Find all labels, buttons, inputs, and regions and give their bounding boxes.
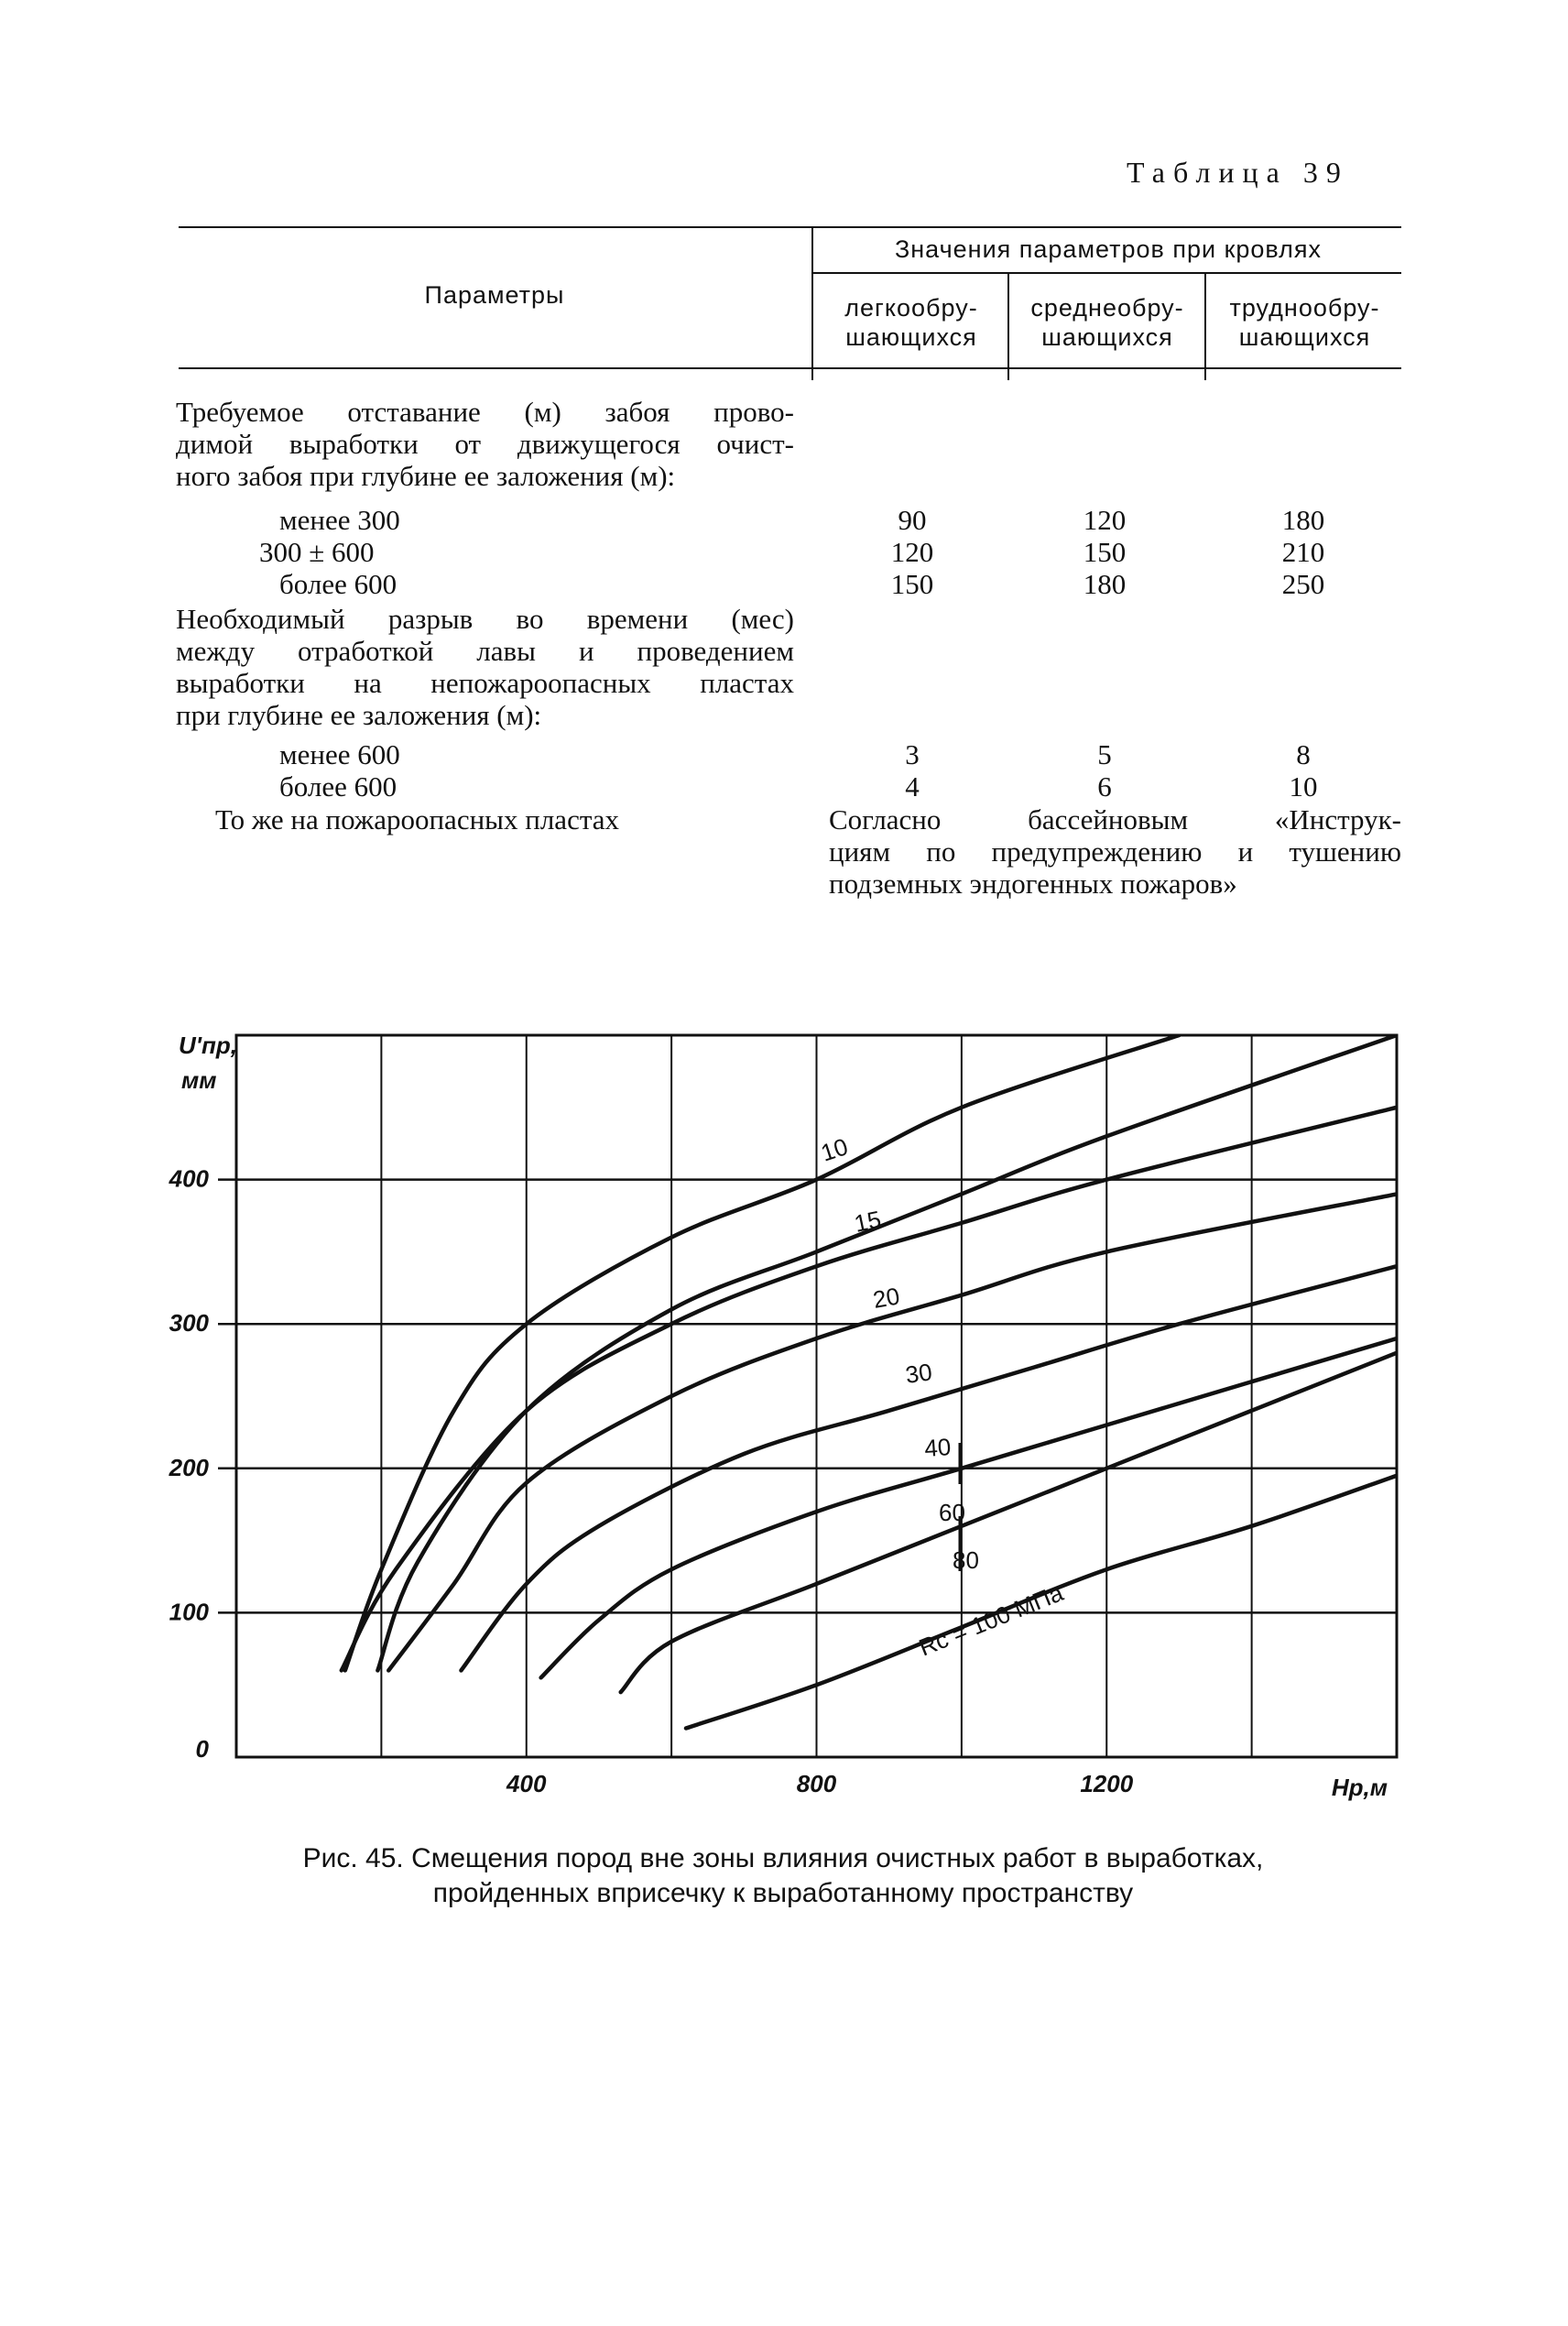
chart-grid — [218, 1035, 1397, 1757]
header-col-medium: среднеобру- шающихся — [1030, 294, 1184, 351]
curve-label-30: 30 — [903, 1358, 934, 1389]
header-params: Параметры — [424, 281, 565, 309]
table-title: Таблица 39 — [1127, 156, 1349, 189]
cell-light: 4 — [905, 770, 920, 803]
cell-hard: 10 — [1289, 770, 1318, 803]
cell-light: 120 — [890, 536, 934, 568]
curve-label-60: 60 — [939, 1499, 965, 1526]
section3-note-line: Согласно бассейновым «Инструк- — [829, 803, 1401, 835]
cell-light: 90 — [898, 504, 927, 536]
chart-labels — [169, 1032, 1388, 1801]
row-label: более 600 — [279, 770, 397, 803]
section2-line: Необходимый разрыв во времени (мес) — [176, 603, 794, 635]
y-tick-label: 300 — [169, 1309, 209, 1338]
curve-rc-20 — [342, 1108, 1397, 1671]
curve-label-15: 15 — [852, 1205, 884, 1238]
curve-label-40: 40 — [923, 1433, 953, 1462]
row-label: 300 ± 600 — [259, 536, 375, 568]
cell-hard: 8 — [1296, 738, 1311, 770]
cell-medium: 120 — [1083, 504, 1127, 536]
section1-line: димой выработки от движущегося очист- — [176, 428, 794, 460]
section3-note-line: подземных эндогенных пожаров» — [829, 868, 1237, 900]
y-tick-label: 0 — [195, 1735, 209, 1763]
row-label: более 600 — [279, 568, 397, 600]
cell-light: 3 — [905, 738, 920, 770]
cell-hard: 180 — [1281, 504, 1325, 536]
y-tick-label: 100 — [169, 1598, 209, 1626]
cell-medium: 150 — [1083, 536, 1127, 568]
curve-label-10: 10 — [817, 1132, 852, 1167]
x-tick-label: 1200 — [1080, 1770, 1134, 1797]
section3-note-line: циям по предупреждению и тушению — [829, 835, 1401, 868]
cell-medium: 5 — [1097, 738, 1112, 770]
x-tick-label: 800 — [796, 1770, 837, 1797]
header-col-hard: труднообру- шающихся — [1229, 294, 1380, 351]
section2-line: при глубине ее заложения (м): — [176, 699, 542, 731]
curve-rc-30 — [388, 1194, 1397, 1670]
curve-rc-80 — [621, 1353, 1397, 1692]
y-axis-unit: мм — [181, 1066, 217, 1094]
y-tick-label: 200 — [169, 1453, 209, 1481]
y-tick-label: 400 — [169, 1164, 209, 1193]
cell-light: 150 — [890, 568, 934, 600]
row-label: менее 600 — [279, 738, 400, 770]
curve-label-80: 80 — [953, 1546, 979, 1574]
curve-label-20: 20 — [870, 1282, 902, 1314]
header-group: Значения параметров при кровлях — [894, 235, 1323, 263]
curve-label-100: Rc = 100 МПа — [915, 1578, 1067, 1662]
curve-rc-10 — [345, 1035, 1180, 1670]
cell-medium: 6 — [1097, 770, 1112, 803]
section1-line: ного забоя при глубине ее заложения (м): — [176, 460, 676, 492]
figure-caption — [174, 1841, 1392, 1911]
section2-line: между отработкой лавы и проведением — [176, 635, 794, 667]
header-col-light: легкообру- шающихся — [844, 294, 978, 351]
section3-label: То же на пожароопасных пластах — [215, 803, 620, 835]
caption-line: пройденных вприсечку к выработанному пространству — [432, 1878, 1134, 1908]
cell-hard: 250 — [1281, 568, 1325, 600]
cell-hard: 210 — [1281, 536, 1325, 568]
y-axis-label: U'пр, — [179, 1032, 237, 1059]
curve-rc-15 — [377, 1035, 1397, 1670]
x-axis-label: Hр,м — [1331, 1774, 1388, 1801]
x-tick-label: 400 — [506, 1770, 547, 1797]
caption-line: Рис. 45. Смещения пород вне зоны влияния очистных работ в выработках, — [302, 1843, 1264, 1873]
section1-line: Требуемое отставание (м) забоя прово- — [176, 396, 794, 428]
chart-curves — [342, 1035, 1397, 1729]
cell-medium: 180 — [1083, 568, 1127, 600]
section2-line: выработки на непожароопасных пластах — [176, 667, 794, 699]
row-label: менее 300 — [279, 504, 400, 536]
